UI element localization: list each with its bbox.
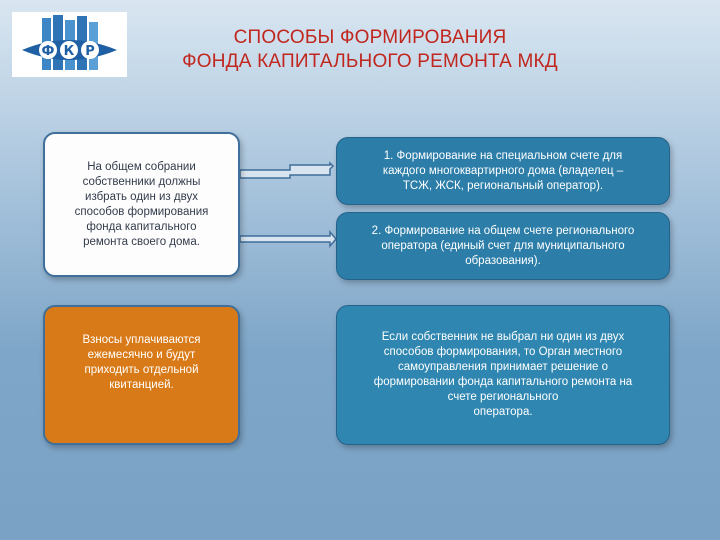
- connector-arrow-top: [240, 163, 333, 178]
- svg-text:Ф: Ф: [41, 44, 55, 59]
- payments-box: [43, 305, 240, 445]
- svg-text:Р: Р: [85, 44, 95, 59]
- title-line-1: СПОСОБЫ ФОРМИРОВАНИЯ: [233, 27, 507, 48]
- svg-text:К: К: [63, 44, 75, 59]
- option-special-account-text: 1. Формирование на специальном счете для каждого многоквартирного дома (владелец – ТСЖ, ЖСК, региональный оператор).: [382, 149, 624, 192]
- page-title: [120, 26, 620, 74]
- meeting-decision-box: [43, 132, 240, 277]
- fkr-logo: [12, 12, 127, 77]
- option-special-account-box: [336, 137, 670, 205]
- connector-arrow-bottom: [240, 232, 336, 246]
- option-common-account-text: 2. Формирование на общем счете регионального оператора (единый счет для муниципального образования).: [371, 224, 635, 267]
- default-rule-text: Если собственник не выбрал ни один из двух способов формирования, то Орган местного самоуправления принимает решение о формировании фонда капитального ремонта на счете регионального оператора.: [373, 331, 633, 418]
- payments-text: Взносы уплачиваются ежемесячно и будут приходить отдельной квитанцией.: [82, 334, 201, 391]
- title-line-2: ФОНДА КАПИТАЛЬНОГО РЕМОНТА МКД: [182, 51, 558, 72]
- fkr-logo-graphic: [12, 12, 127, 77]
- option-common-account-box: [336, 212, 670, 280]
- meeting-decision-text: На общем собрании собственники должны избрать один из двух способов формирования фонда капитального ремонта своего дома.: [74, 160, 209, 248]
- default-rule-box: [336, 305, 670, 445]
